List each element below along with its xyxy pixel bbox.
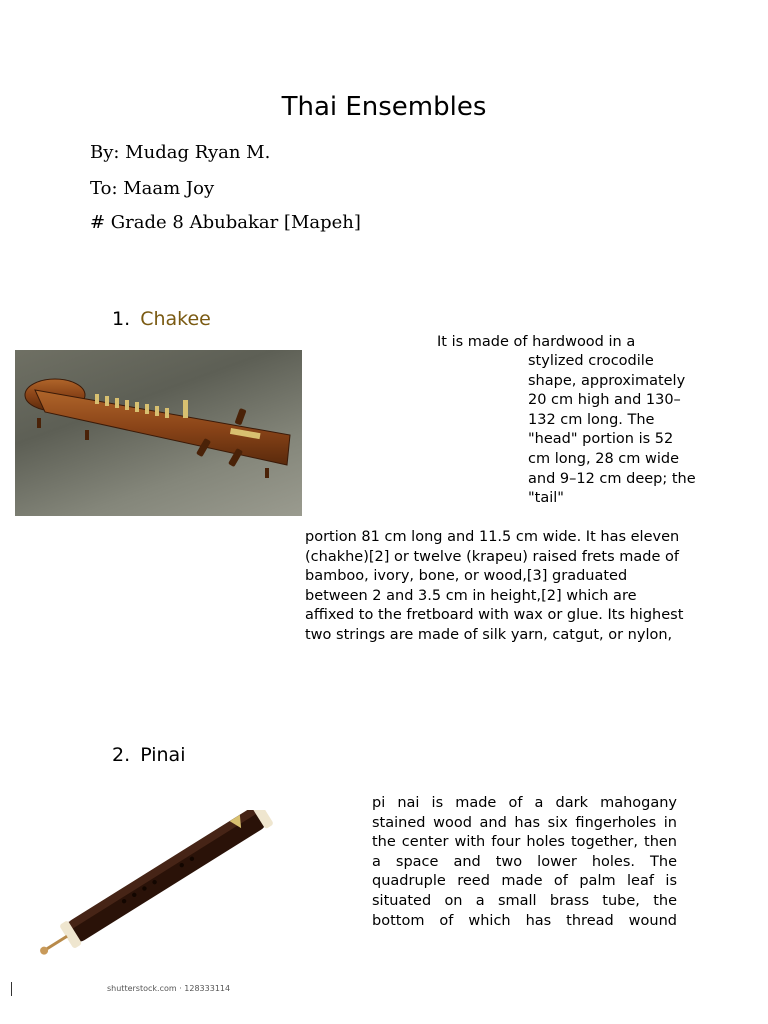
- section-number: 2.: [112, 744, 131, 766]
- pinai-photo-icon: [18, 810, 298, 955]
- section-name: Pinai: [140, 744, 186, 766]
- recipient-line: To: Maam Joy: [90, 178, 215, 199]
- chakee-text-wide: portion 81 cm long and 11.5 cm wide. It has eleven (chakhe)[2] or twelve (krapeu) raised frets made of bamboo, ivory, bone, or wood,[3] graduated between 2 and 3.5 cm in height,[2] which are affixed to the fretboard with wax or glue. Its highest two strings are made of silk yarn, catgut, or nylon,: [305, 529, 684, 643]
- section-name: Chakee: [140, 308, 211, 330]
- section-heading-chakee: [112, 308, 211, 330]
- pinai-text: pi nai is made of a dark mahogany stained wood and has six fingerholes in the center with four holes together, then a space and two lower holes. The quadruple reed made of palm leaf is situated on a small brass tube, the bottom of which has thread wound: [372, 795, 677, 929]
- chakee-photo-icon: [15, 350, 302, 516]
- section-heading-pinai: [112, 744, 185, 766]
- chakee-image: [15, 350, 302, 516]
- author-line: By: Mudag Ryan M.: [90, 142, 271, 163]
- text-cursor: [11, 982, 12, 996]
- pinai-image: [18, 810, 298, 955]
- section-number: 1.: [112, 308, 131, 330]
- chakee-text-narrow: stylized crocodile shape, approximately 20 cm high and 130–132 cm long. The "head" portion is 52 cm long, 28 cm wide and 9–12 cm deep; the "tail": [528, 353, 696, 507]
- chakee-text-first-line: It is made of hardwood in a: [437, 334, 636, 350]
- document-title: Thai Ensembles: [281, 92, 487, 122]
- grade-line: # Grade 8 Abubakar [Mapeh]: [90, 212, 361, 233]
- image-caption: shutterstock.com · 128333114: [107, 984, 231, 993]
